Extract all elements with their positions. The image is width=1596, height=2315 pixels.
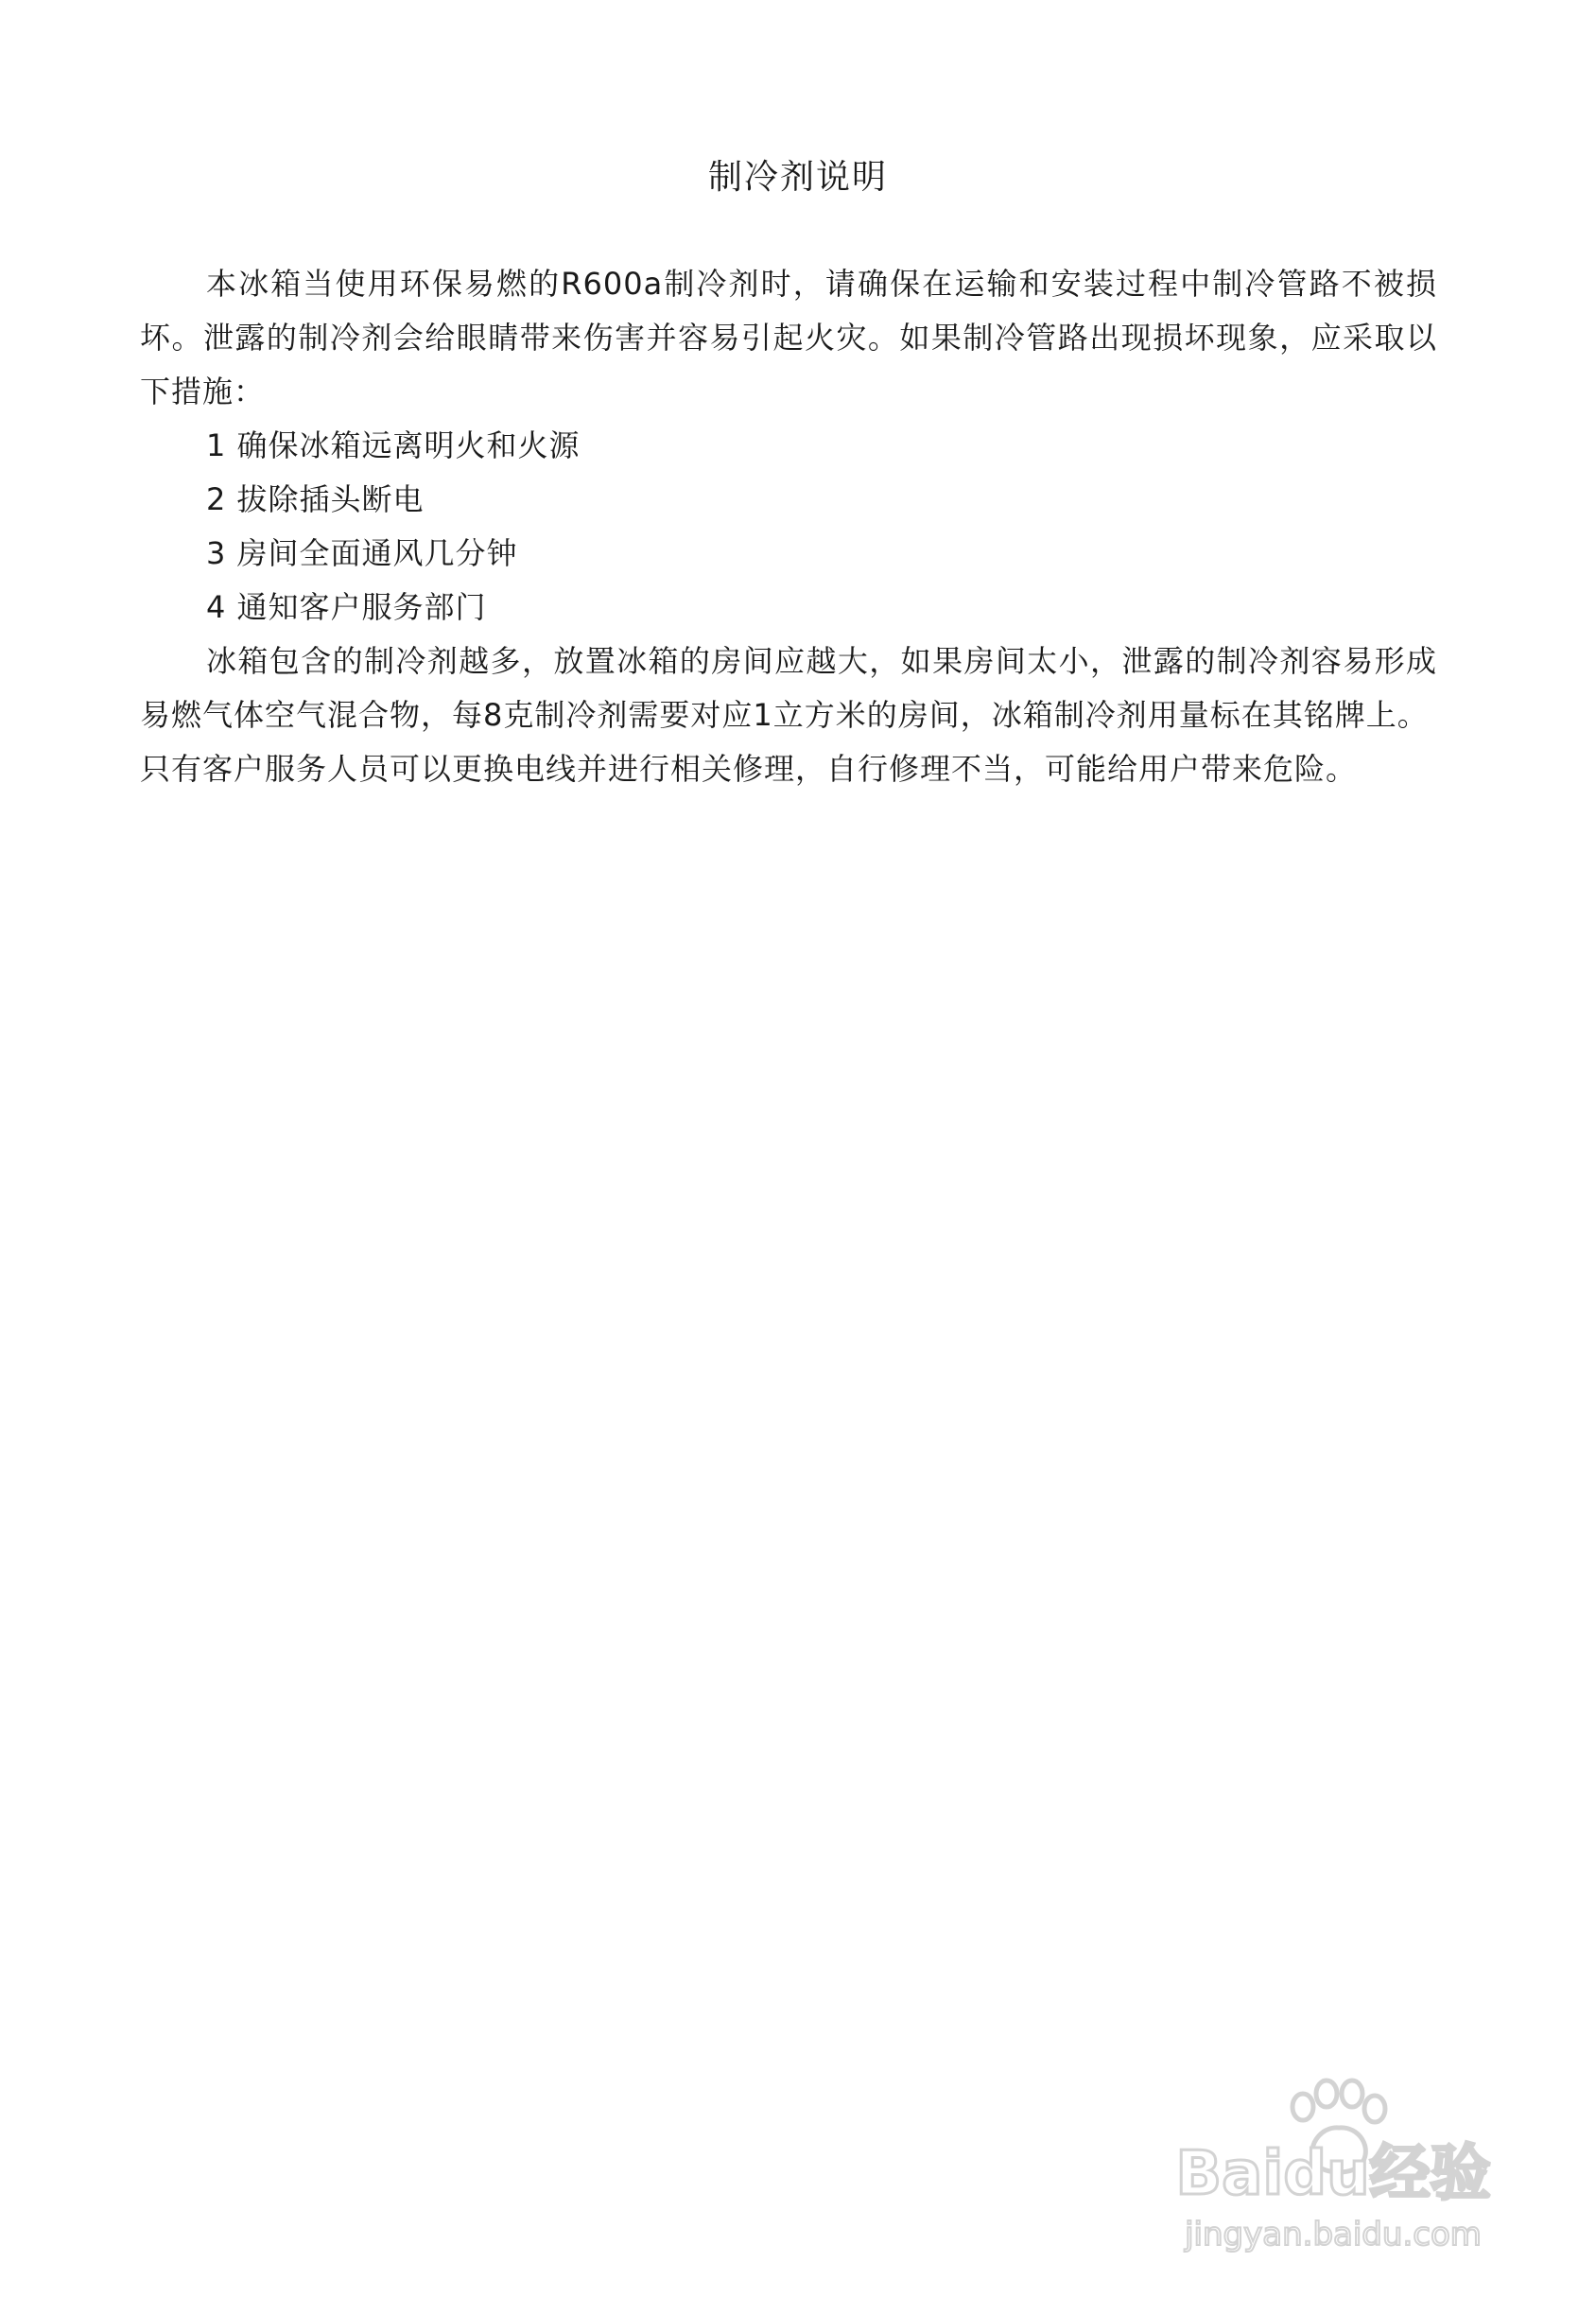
list-item: 4 通知客户服务部门 <box>206 589 487 625</box>
list-item: 1 确保冰箱远离明火和火源 <box>206 427 581 463</box>
watermark-brand-text: Baidu经验 <box>1175 2139 1491 2209</box>
baidu-jingyan-watermark <box>1135 2071 1532 2260</box>
refrigerant-amount-paragraph: 冰箱包含的制冷剂越多，放置冰箱的房间应越大，如果房间太小，泄露的制冷剂容易形成易燃气体空气混合物，每8克制冷剂需要对应1立方米的房间，冰箱制冷剂用量标在其铭牌上。 <box>140 643 1437 733</box>
intro-paragraph: 本冰箱当使用环保易燃的R600a制冷剂时，请确保在运输和安装过程中制冷管路不被损坏。泄露的制冷剂会给眼睛带来伤害并容易引起火灾。如果制冷管路出现损坏现象，应采取以下措施： <box>140 266 1437 409</box>
document-title: 制冷剂说明 <box>707 158 888 197</box>
list-item: 3 房间全面通风几分钟 <box>206 535 518 571</box>
watermark-url-text: jingyan.baidu.com <box>1185 2216 1482 2254</box>
list-item: 2 拔除插头断电 <box>206 481 425 517</box>
watermark-logo <box>1135 2071 1532 2260</box>
service-paragraph: 只有客户服务人员可以更换电线并进行相关修理，自行修理不当，可能给用户带来危险。 <box>140 751 1358 787</box>
document-body <box>140 257 1437 796</box>
